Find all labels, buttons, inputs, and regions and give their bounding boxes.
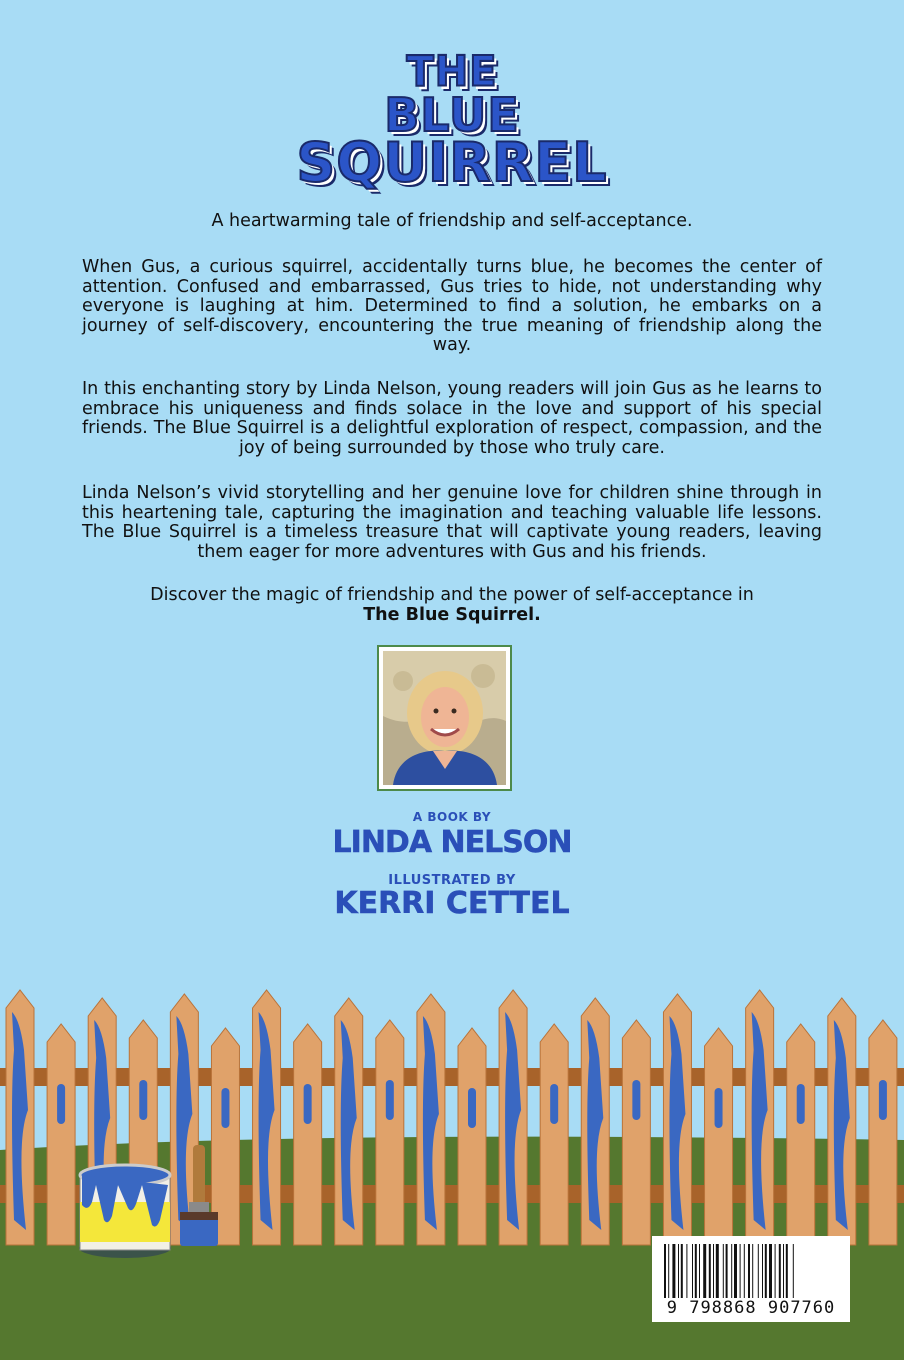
barcode-bar [765,1244,767,1298]
fence-picket [294,1024,322,1245]
blue-paint-splash [304,1084,312,1124]
barcode-bar [692,1244,693,1298]
barcode-bar [686,1244,687,1298]
blue-paint-splash [386,1080,394,1120]
blue-paint-splash [139,1080,147,1120]
barcode-bar [703,1244,706,1298]
blue-paint-splash [468,1088,476,1128]
barcode-bar [672,1244,675,1298]
blue-paint-splash [632,1080,640,1120]
isbn-number: 9 798868 907760 [666,1298,836,1318]
barcode-bar [716,1244,719,1298]
barcode-bar [678,1244,679,1298]
blue-paint-splash [57,1084,65,1124]
blue-paint-splash [550,1084,558,1124]
tagline: A heartwarming tale of friendship and self-acceptance. [211,211,693,231]
closing-line: Discover the magic of friendship and the power of self-acceptance in [150,585,754,605]
title-line-squirrel: SQUIRREL [296,131,608,194]
barcode-bar [748,1244,750,1298]
barcode-bar [769,1244,772,1298]
barcode-bar [744,1244,745,1298]
fence-picket [705,1028,733,1245]
paint-can-icon [79,1165,171,1258]
fence-picket [622,1020,650,1245]
author-photo [377,645,512,791]
barcode-bar [779,1244,781,1298]
illustrator-name: KERRI CETTEL [334,886,570,921]
fence-picket [869,1020,897,1245]
barcode-bar [695,1244,697,1298]
closing-title: The Blue Squirrel. [363,604,541,625]
barcode-bar [734,1244,737,1298]
barcode-bar [726,1244,728,1298]
barcode-bar [681,1244,683,1298]
barcode-bar [731,1244,732,1298]
book-by-label: A BOOK BY [412,810,492,824]
book-title [0,47,904,194]
fence-picket [376,1020,404,1245]
blurb-paragraph-3: Linda Nelson’s vivid storytelling and her genuine love for children shine through in this heartening tale, capturing the imagination and teaching valuable life lessons. The Blue Squirrel is a timeless treasure that will captivate young readers, leaving them eager for more adventures with Gus and his friends. [82,483,822,562]
blue-paint-splash [715,1088,723,1128]
blurb-paragraph-1: When Gus, a curious squirrel, accidentally turns blue, he becomes the center of attention. Confused and embarrassed, Gus tries to hide, not understanding why everyone is laughing at him. Determined to find a solution, he embarks on a journey of self-discovery, encountering the true meaning of friendship along the way. [82,257,822,355]
illustrated-by-label: ILLUSTRATED BY [388,873,516,888]
barcode-bar [758,1244,759,1298]
author-name: LINDA NELSON [332,825,572,860]
barcode-bar [713,1244,714,1298]
barcode-bar [699,1244,700,1298]
barcode-bar [775,1244,776,1298]
barcode-bar [752,1244,753,1298]
blue-paint-splash [797,1084,805,1124]
barcode-bar [762,1244,763,1298]
barcode-bar [723,1244,724,1298]
blue-paint-splash [879,1080,887,1120]
barcode-bar [664,1244,666,1298]
fence-picket [458,1028,486,1245]
barcode-bar [793,1244,794,1298]
fence-picket [787,1024,815,1245]
blue-paint-splash [221,1088,229,1128]
barcode-bar [709,1244,711,1298]
barcode-bar [783,1244,784,1298]
fence-picket [47,1024,75,1245]
fence-picket [540,1024,568,1245]
barcode [652,1236,850,1322]
title-line-blue: BLUE [384,88,520,142]
barcode-bar [786,1244,788,1298]
title-line-the: THE [406,47,498,97]
barcode-bar [740,1244,741,1298]
blurb-paragraph-2: In this enchanting story by Linda Nelson, young readers will join Gus as he learns to embrace his uniqueness and finds solace in the love and support of his special friends. The Blue Squirrel is a delightful exploration of respect, compassion, and the joy of being surrounded by those who truly care. [82,379,822,458]
closing-text [82,586,822,625]
barcode-bar [668,1244,669,1298]
barcode-bars [662,1244,840,1298]
